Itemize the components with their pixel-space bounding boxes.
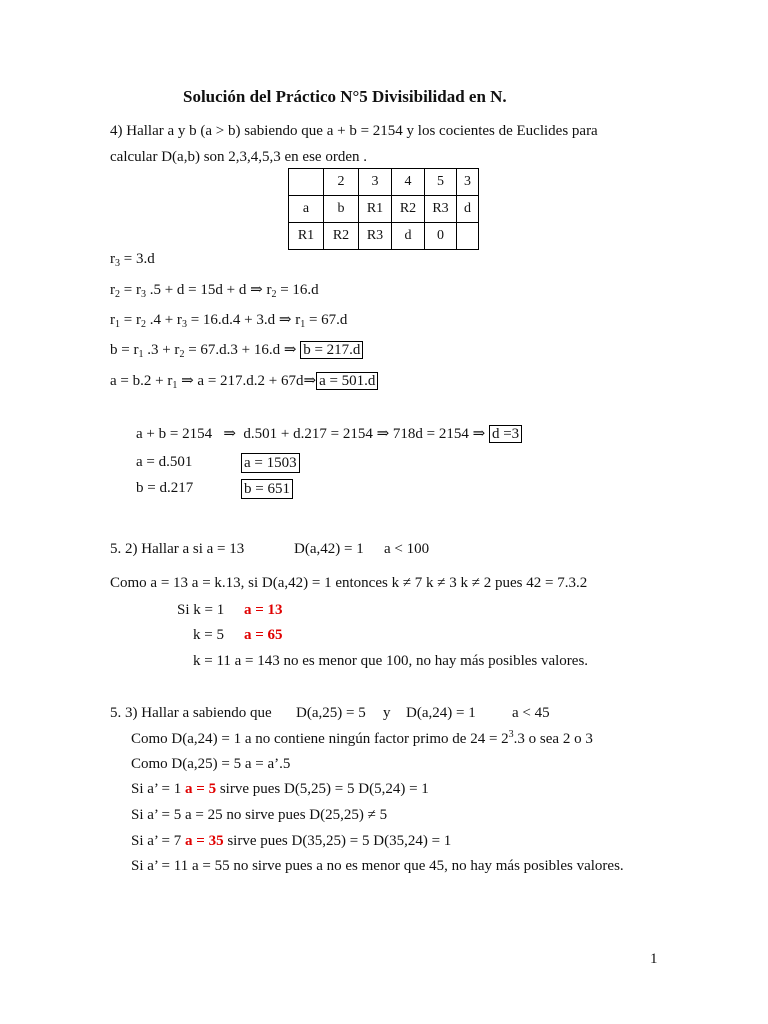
boxed-result: b = 217.d xyxy=(300,341,363,359)
equation-b: $b = r_1$ $.3 + r_2 = 67.d.3 + 16.d$ ⇒ b = 217.d xyxy=(110,341,363,359)
result-highlight: a = 5 xyxy=(185,781,217,797)
result-highlight: a = 35 xyxy=(185,833,224,849)
problem-5-2-statement: 5. 2) Hallar a si a = 13 xyxy=(110,541,245,557)
implies-arrow: ⇒ xyxy=(223,426,236,442)
table-cell: 4 xyxy=(392,169,425,196)
table-cell xyxy=(457,223,479,250)
table-cell: 2 xyxy=(324,169,359,196)
equation-r3: $r_3 = 3.d$ xyxy=(110,251,155,269)
table-cell: 3 xyxy=(457,169,479,196)
page-number: 1 xyxy=(650,951,658,967)
problem-5-3-condition-3: a < 45 xyxy=(512,705,550,721)
b-value-label: b = d.217 xyxy=(136,480,194,496)
equation-r2: $r_2 = r_3$ .5 + d = 15d + d ⇒ $r_2 = 16.d$ xyxy=(110,282,319,300)
table-row xyxy=(289,196,479,223)
problem-5-3-condition-1: D(a,25) = 5 xyxy=(296,705,366,721)
implies-arrow: ⇒ xyxy=(283,342,297,358)
problem-4-statement-line2: calcular D(a,b) son 2,3,4,5,3 en ese orden . xyxy=(110,149,367,165)
equation-r1: $r_1 = r_2$ $.4 + r_3 = 16.d.4 + 3.d$ ⇒ $r_1 = 67.d$ xyxy=(110,312,348,330)
euclid-table xyxy=(288,168,479,250)
table-cell: 5 xyxy=(425,169,457,196)
table-cell: R1 xyxy=(289,223,324,250)
table-cell: R2 xyxy=(324,223,359,250)
table-cell: d xyxy=(392,223,425,250)
problem-5-3-line-4: Si a’ = 5 a = 25 no sirve pues D(25,25) ≠ 5 xyxy=(131,807,388,823)
implies-arrow: ⇒ xyxy=(376,426,390,442)
k2-label: k = 5 xyxy=(193,627,224,643)
equation-a: $a = b.2 + r_1$ ⇒ a = 217.d.2 + 67d⇒ a = 501.d xyxy=(110,372,378,390)
b-value-boxed: b = 651 xyxy=(241,479,293,499)
equation-sum: a + b = 2154 ⇒ d.501 + d.217 = 2154 ⇒ 718d = 2154 ⇒ d =3 xyxy=(136,425,522,443)
table-row xyxy=(289,169,479,196)
table-cell: R3 xyxy=(359,223,392,250)
a-value-label: a = d.501 xyxy=(136,454,193,470)
table-cell: R3 xyxy=(425,196,457,223)
table-cell: d xyxy=(457,196,479,223)
boxed-result: d =3 xyxy=(489,425,522,443)
k1-result: a = 13 xyxy=(244,602,283,618)
k2-result: a = 65 xyxy=(244,627,283,643)
problem-5-3-connector: y xyxy=(383,705,391,721)
table-row xyxy=(289,223,479,250)
problem-5-3-line-5: Si a’ = 7 a = 35 sirve pues D(35,25) = 5 D(35,24) = 1 xyxy=(131,833,452,849)
problem-4-statement-line1: 4) Hallar a y b (a > b) sabiendo que a + b = 2154 y los cocientes de Euclides para xyxy=(110,123,598,139)
k1-label: Si k = 1 xyxy=(177,602,225,618)
problem-5-2-condition-2: a < 100 xyxy=(384,541,430,557)
table-cell xyxy=(289,169,324,196)
problem-5-3-condition-2: D(a,24) = 1 xyxy=(406,705,476,721)
problem-5-3-line-6: Si a’ = 11 a = 55 no sirve pues a no es menor que 45, no hay más posibles valores. xyxy=(131,858,624,874)
page-title: Solución del Práctico N°5 Divisibilidad en N. xyxy=(183,87,507,106)
table-cell: R1 xyxy=(359,196,392,223)
problem-5-2-reasoning: Como a = 13 a = k.13, si D(a,42) = 1 entonces k ≠ 7 k ≠ 3 k ≠ 2 pues 42 = 7.3.2 xyxy=(110,575,588,591)
table-cell: a xyxy=(289,196,324,223)
a-value-boxed: a = 1503 xyxy=(241,453,300,473)
table-cell: 3 xyxy=(359,169,392,196)
problem-5-3-line-2: Como D(a,25) = 5 a = a’.5 xyxy=(131,756,291,772)
implies-arrow: ⇒ xyxy=(278,312,292,328)
implies-arrow: ⇒ xyxy=(181,373,194,389)
k3-line: k = 11 a = 143 no es menor que 100, no hay más posibles valores. xyxy=(193,653,589,669)
table-cell: b xyxy=(324,196,359,223)
implies-arrow: ⇒ xyxy=(250,282,263,298)
problem-5-3-statement: 5. 3) Hallar a sabiendo que xyxy=(110,705,272,721)
implies-arrow: ⇒ xyxy=(303,373,317,389)
implies-arrow: ⇒ xyxy=(472,426,486,442)
problem-5-2-condition-1: D(a,42) = 1 xyxy=(294,541,364,557)
problem-5-3-line-3: Si a’ = 1 a = 5 sirve pues D(5,25) = 5 D(5,24) = 1 xyxy=(131,781,429,797)
table-cell: R2 xyxy=(392,196,425,223)
problem-5-3-line-1: Como D(a,24) = 1 a no contiene ningún factor primo de $24 = 2^3.3$ o sea 2 o 3 xyxy=(131,729,593,747)
table-cell: 0 xyxy=(425,223,457,250)
boxed-result: a = 501.d xyxy=(316,372,378,390)
